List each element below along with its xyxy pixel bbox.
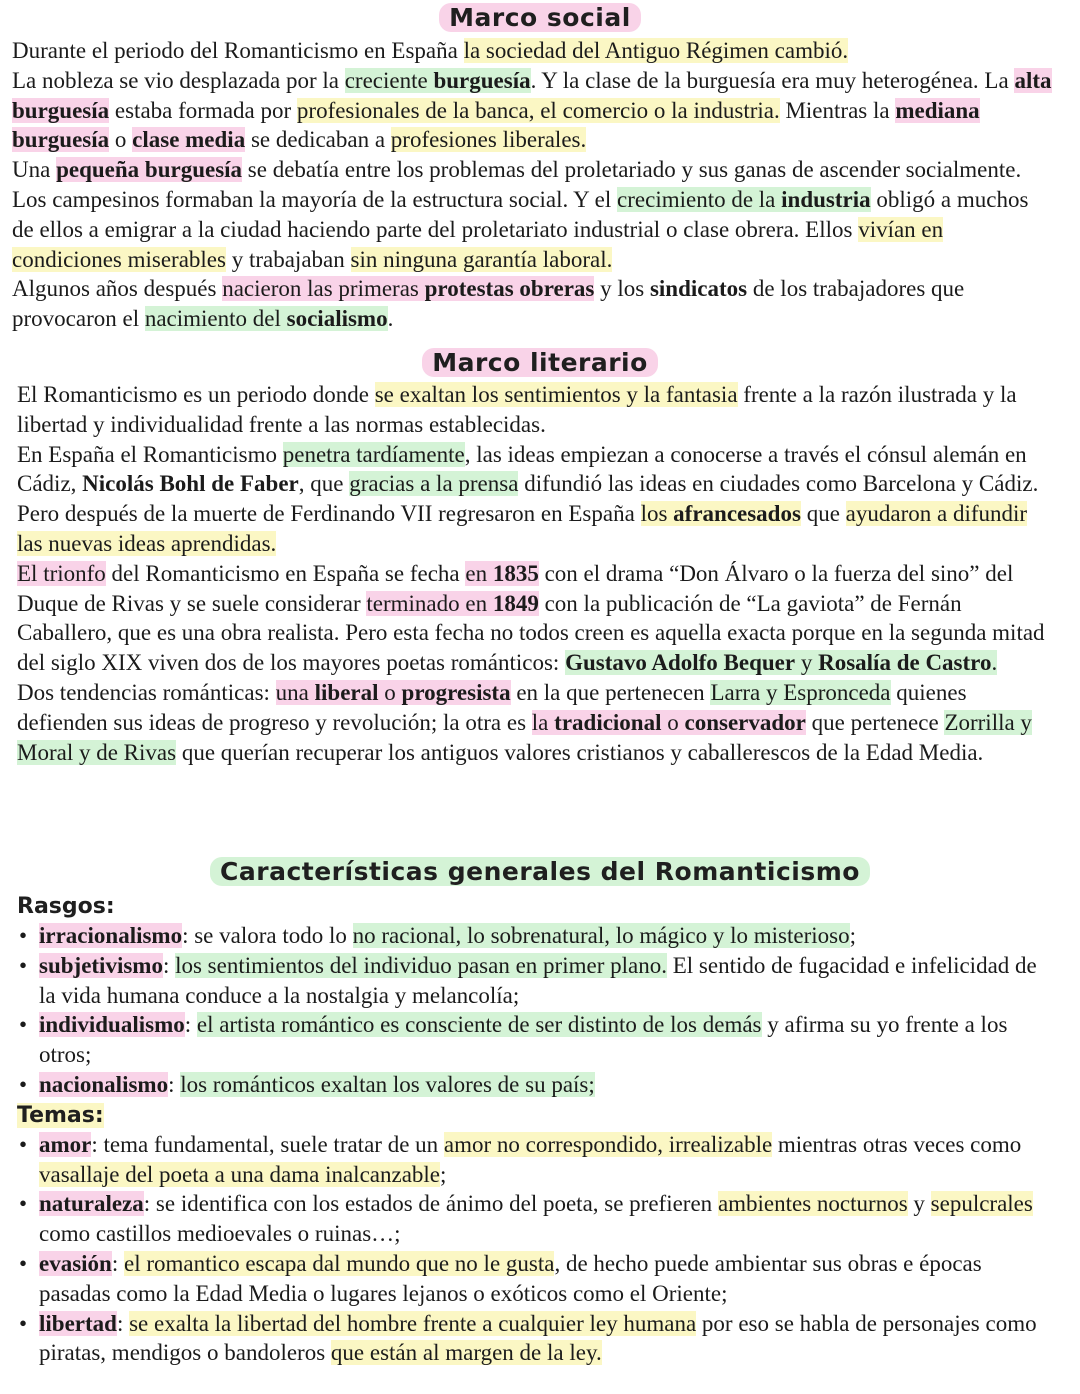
bold-term: progresista xyxy=(401,679,511,705)
highlighted-text: no racional, lo sobrenatural, lo mágico y lo misterioso xyxy=(352,923,850,948)
list-item xyxy=(17,1070,1052,1100)
list-item xyxy=(17,1309,1052,1369)
text-run: o xyxy=(109,127,133,153)
text-run: Una xyxy=(12,157,57,183)
text-run: : xyxy=(162,952,176,978)
text-run: Algunos años después xyxy=(12,276,223,302)
text-run: y xyxy=(907,1191,931,1217)
text-run: . Y la clase de la burguesía era muy heterogénea. La xyxy=(530,67,1015,93)
highlighted-text: en xyxy=(465,560,493,586)
bold-term: Rosalía de Castro xyxy=(818,650,992,676)
bold-term: tradicional xyxy=(554,709,662,735)
section-caracteristicas xyxy=(17,892,1052,1368)
bold-term: individualismo xyxy=(39,1012,185,1038)
bold-term: naturaleza xyxy=(39,1191,144,1217)
paragraph xyxy=(17,499,1052,559)
text-run: : xyxy=(184,1012,197,1038)
text-run: Pero después de la muerte de Ferdinando VII regresaron en España xyxy=(17,501,641,527)
highlighted-text: creciente xyxy=(344,67,434,93)
paragraph xyxy=(12,155,1052,274)
paragraph xyxy=(12,274,1052,334)
highlighted-text: o xyxy=(661,709,685,735)
text-run: : xyxy=(168,1071,181,1097)
highlighted-text: los xyxy=(640,501,674,527)
paragraph xyxy=(17,559,1052,678)
highlighted-text: sin ninguna garantía laboral. xyxy=(350,246,613,272)
highlighted-text: amor no correspondido, irrealizable xyxy=(443,1131,773,1157)
highlighted-text: nacimiento del xyxy=(144,306,287,332)
text-run: En España el Romanticismo xyxy=(17,441,283,467)
bold-term: Gustavo Adolfo Bequer xyxy=(565,650,796,676)
highlighted-text: Zorrilla y Moral y de Rivas xyxy=(17,709,1032,765)
text-run: El sentido de fugacidad e infelicidad de la vida humana conduce a la nostalgia y melancolía; xyxy=(39,952,1037,1008)
bold-term: afrancesados xyxy=(673,501,801,527)
highlighted-text: nacieron las primeras xyxy=(222,276,425,302)
highlighted-text: los sentimientos del individuo pasan en primer plano. xyxy=(175,952,667,978)
text-run: , de hecho puede ambientar sus obras e épocas pasadas como la Edad Media o lugares lejanos o exóticos como el Oriente; xyxy=(39,1250,982,1306)
section-marco-social xyxy=(12,36,1052,334)
highlighted-text: ayudaron a difundir las nuevas ideas aprendidas. xyxy=(17,501,1028,556)
highlighted-text: penetra tardíamente xyxy=(282,441,465,467)
bold-term: conservador xyxy=(684,709,806,735)
list-item xyxy=(17,1249,1052,1309)
highlighted-text: la sociedad del Antiguo Régimen cambió. xyxy=(463,38,849,63)
text-run: : tema fundamental, suele tratar de un xyxy=(91,1131,444,1157)
text-run: que xyxy=(800,501,846,527)
list-item xyxy=(17,951,1052,1011)
highlighted-text: Larra y Espronceda xyxy=(710,679,891,705)
bold-term: sindicatos xyxy=(649,276,748,302)
highlighted-text: vivían en condiciones miserables xyxy=(12,216,944,272)
text-run: mientras otras veces como xyxy=(772,1131,1022,1157)
paragraph xyxy=(17,440,1052,500)
text-run: estaba formada por xyxy=(109,97,297,123)
text-run: con el drama “Don Álvaro o la fuerza del sino” del Duque de Rivas y se suele considerar xyxy=(17,560,1014,616)
temas-list xyxy=(17,1130,1052,1368)
text-run: : xyxy=(111,1250,124,1276)
rasgos-label: Rasgos: xyxy=(17,894,115,919)
highlighted-text: la xyxy=(531,709,555,735)
highlighted-text: vasallaje del poeta a una dama inalcanzable xyxy=(39,1161,441,1187)
highlighted-text: profesionales de la banca, el comercio o la industria. xyxy=(296,97,780,123)
rasgos-list xyxy=(17,921,1052,1100)
text-run: Durante el periodo del Romanticismo en España xyxy=(12,38,464,63)
bold-term: Nicolás Bohl de Faber xyxy=(82,471,299,497)
highlighted-text: se exalta la libertad del hombre frente a cualquier ley humana xyxy=(129,1310,697,1336)
list-item xyxy=(17,1189,1052,1249)
text-run: : xyxy=(116,1310,130,1336)
title-marco-social: Marco social xyxy=(0,1,1080,35)
paragraph xyxy=(17,678,1052,767)
highlighted-text: se exaltan los sentimientos y la fantasia xyxy=(374,382,738,407)
text-run: obligó a muchos de ellos a emigrar a la ciudad haciendo parte del proletariato industrial o clase obrera. Ellos xyxy=(12,186,1029,242)
section-marco-literario xyxy=(17,380,1052,767)
text-run: La nobleza se vio desplazada por la xyxy=(12,67,345,93)
temas-label: Temas: xyxy=(17,1102,104,1128)
bold-term: industria xyxy=(781,186,871,212)
bold-term: 1835 xyxy=(492,560,539,586)
text-run: : se identifica con los estados de ánimo del poeta, se prefieren xyxy=(143,1191,718,1217)
bold-term: amor xyxy=(39,1131,92,1157)
text-run: . xyxy=(387,306,394,332)
text-run: y trabajaban xyxy=(225,246,351,272)
bold-term: libertad xyxy=(39,1310,117,1336)
paragraph xyxy=(12,36,1052,66)
bold-term: liberal xyxy=(314,679,379,705)
bold-term: mediana burguesía xyxy=(12,97,980,153)
text-run: que pertenece xyxy=(805,709,945,735)
bold-term: burguesía xyxy=(433,67,531,93)
text-run: de los trabajadores que provocaron el xyxy=(12,276,965,332)
text-run: , que xyxy=(298,471,350,497)
text-run: del Romanticismo en España se fecha xyxy=(105,560,466,586)
title-marco-literario: Marco literario xyxy=(0,346,1080,380)
text-run: y los xyxy=(594,276,650,302)
text-run: difundió las ideas en ciudades como Barcelona y Cádiz. xyxy=(518,471,1039,497)
list-item xyxy=(17,1010,1052,1070)
text-run: por eso se habla de personajes como piratas, mendigos o bandoleros xyxy=(39,1310,1037,1366)
highlighted-text: o xyxy=(378,679,402,705)
text-run: El Romanticismo es un periodo donde xyxy=(17,382,375,407)
text-run: Dos tendencias románticas: xyxy=(17,679,276,705)
bold-term: subjetivismo xyxy=(39,952,163,978)
text-run: Mientras la xyxy=(779,97,896,123)
text-run: quienes defienden sus ideas de progreso y revolución; la otra es xyxy=(17,679,967,735)
highlighted-text: y xyxy=(795,650,819,676)
highlighted-text: los románticos exaltan los valores de su país; xyxy=(180,1071,595,1097)
highlighted-text: profesiones liberales. xyxy=(390,127,587,153)
title-caracteristicas: Características generales del Romanticismo xyxy=(0,855,1080,889)
bold-term: evasión xyxy=(39,1250,112,1276)
highlighted-text: gracias a la prensa xyxy=(349,471,519,497)
list-item xyxy=(17,1130,1052,1190)
highlighted-text: ambientes nocturnos xyxy=(717,1191,908,1217)
text-run: , las ideas empiezan a conocerse a través el cónsul alemán en Cádiz, xyxy=(17,441,1027,497)
paragraph xyxy=(12,66,1052,155)
highlighted-text: sepulcrales xyxy=(930,1191,1033,1217)
bold-term: 1849 xyxy=(492,590,539,616)
bold-term: clase media xyxy=(132,127,246,153)
highlighted-text: el artista romántico es consciente de ser distinto de los demás xyxy=(196,1012,762,1038)
bold-term: nacionalismo xyxy=(39,1071,169,1097)
bold-term: alta burguesía xyxy=(12,67,1052,123)
highlighted-text: . xyxy=(991,650,998,676)
list-item xyxy=(17,921,1052,951)
highlighted-text: el romantico escapa dal mundo que no le gusta xyxy=(123,1250,555,1276)
text-run: y afirma su yo frente a los otros; xyxy=(39,1012,1008,1068)
text-run: ; xyxy=(440,1161,447,1187)
bold-term: protestas obreras xyxy=(424,276,595,302)
text-run: se debatía entre los problemas del proletariado y sus ganas de ascender socialmente. Los campesinos formaban la mayoría de la estructura social. Y el xyxy=(12,157,1022,212)
text-run: frente a la razón ilustrada y la libertad y individualidad frente a las normas establecidas. xyxy=(17,382,1017,437)
highlighted-text: terminado en xyxy=(366,590,493,616)
highlighted-text: una xyxy=(275,679,315,705)
bold-term: pequeña burguesía xyxy=(56,157,243,183)
bold-term: socialismo xyxy=(286,306,388,332)
bold-term: irracionalismo xyxy=(39,923,183,948)
text-run: ; xyxy=(849,923,856,948)
text-run: que querían recuperar los antiguos valores cristianos y caballerescos de la Edad Media. xyxy=(176,739,984,765)
highlighted-text: que están al margen de la ley. xyxy=(330,1340,602,1366)
text-run: : se valora todo lo xyxy=(182,923,353,948)
text-run: se dedicaban a xyxy=(245,127,391,153)
text-run: como castillos medioevales o ruinas…; xyxy=(39,1221,401,1247)
paragraph xyxy=(17,380,1052,440)
text-run: con la publicación de “La gaviota” de Fernán Caballero, que es una obra realista. Pero esta fecha no todos creen es aquella exacta porque en la segunda mitad del siglo XIX viven dos de los mayores poetas románticos: xyxy=(17,590,1045,676)
highlighted-text: crecimiento de la xyxy=(617,186,782,212)
highlighted-text: El trionfo xyxy=(17,560,106,586)
text-run: en la que pertenecen xyxy=(510,679,711,705)
